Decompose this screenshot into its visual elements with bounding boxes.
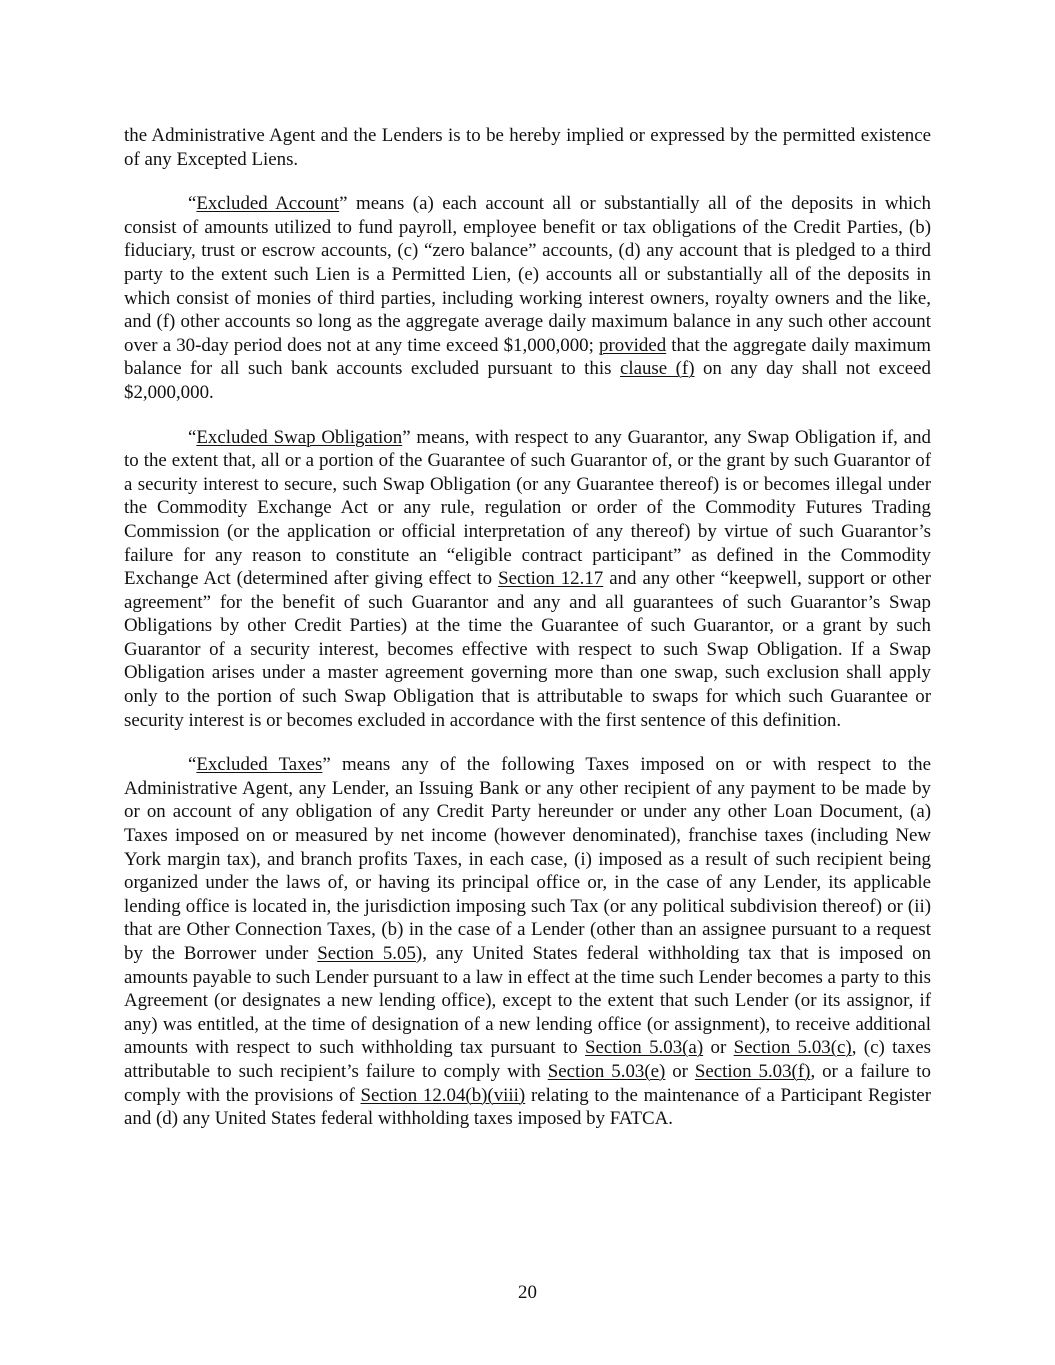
paragraph-text: or (665, 1060, 695, 1082)
paragraph-text: ” means (a) each account all or substantially all of the deposits in which consist of amounts utilized to fund payroll, employee benefit or tax obligations of the Credit Parties, (b) fiduciary, trust or escrow accounts, (c) “zero balance” accounts, (d) any account that is pledged to a third party to the extent such Lien is a Permitted Lien, (e) accounts all or substantially all of the deposits in which consist of monies of third parties, including working interest owners, royalty owners and the like, and (f) other accounts so long as the aggregate average daily maximum balance in any such other account over a 30-day period does not at any time exceed $1,000,000; (124, 193, 931, 356)
document-body (124, 124, 931, 1152)
paragraph (124, 192, 931, 404)
paragraph-text: on any day shall not exceed $2,000,000. (124, 358, 932, 403)
paragraph-text: ” means, with respect to any Guarantor, any Swap Obligation if, and to the extent that, all or a portion of the Guarantee of such Guarantor of, or the grant by such Guarantor of a security interest to secure, such Swap Obligation (or any Guarantee thereof) is or becomes illegal under the Commodity Exchange Act or any rule, regulation or order of the Commodity Futures Trading Commission (or the application or official interpretation of any thereof) by virtue of such Guarantor’s failure for any reason to constitute an “eligible contract participant” as defined in the Commodity Exchange Act (determined after giving effect to (124, 426, 931, 590)
underlined-term: Excluded Account (196, 193, 340, 215)
underlined-term: Section 5.03(c) (733, 1037, 852, 1059)
paragraph-text: “ (188, 193, 197, 215)
underlined-term: Section 12.17 (498, 568, 604, 590)
underlined-term: Excluded Swap Obligation (196, 426, 403, 448)
paragraph-text: “ (188, 426, 197, 448)
paragraph-text: , (c) taxes attributable to such recipient’s failure to comply with (124, 1037, 931, 1082)
underlined-term: Section 5.03(f) (694, 1060, 811, 1082)
page-number: 20 (518, 1282, 537, 1303)
paragraph-text: ” means any of the following Taxes imposed on or with respect to the Administrative Agent, any Lender, an Issuing Bank or any other recipient of any payment to be made by or on account of any obligation of any Credit Party hereunder or under any other Loan Document, (a) Taxes imposed on or measured by net income (however denominated), franchise taxes (including New York margin tax), and branch profits Taxes, in each case, (i) imposed as a result of such recipient being organized under the laws of, or having its principal office or, in the case of any Lender, its applicable lending office is located in, the jurisdiction imposing such Tax (or any political subdivision thereof) or (ii) that are Other Connection Taxes, (b) in the case of a Lender (other than an assignee pursuant to a request by the Borrower under (124, 754, 931, 964)
underlined-term: Section 5.05 (317, 943, 416, 964)
underlined-term: Section 5.03(a) (585, 1037, 704, 1059)
paragraph (124, 426, 931, 733)
paragraph-text: , or a failure to comply with the provisions of (124, 1060, 931, 1106)
underlined-term: provided (599, 334, 667, 356)
paragraph-text: that the aggregate daily maximum balance for all such bank accounts excluded pursuant to this (124, 334, 931, 380)
underlined-term: clause (f) (619, 358, 695, 380)
paragraph-text: relating to the maintenance of a Participant Register and (d) any United States federal withholding taxes imposed by FATCA. (124, 1084, 931, 1130)
paragraph (124, 753, 931, 1131)
paragraph-text: “ (188, 754, 197, 776)
paragraph-text: and any other “keepwell, support or other agreement” for the benefit of such Guarantor and any and all guarantees of such Guarantor’s Swap Obligations by other Credit Parties) at the time the Guarantee of such Guarantor, or a grant by such Guarantor of a security interest, becomes effective with respect to such Swap Obligation. If a Swap Obligation arises under a master agreement governing more than one swap, such exclusion shall apply only to the portion of such Swap Obligation that is attributable to swaps for which such Guarantee or security interest is or becomes excluded in accordance with the first sentence of this definition. (124, 568, 932, 731)
underlined-term: Excluded Taxes (196, 754, 323, 776)
paragraph-text: or (703, 1037, 734, 1059)
underlined-term: Section 12.04(b)(viii) (360, 1084, 526, 1106)
paragraph-text: the Administrative Agent and the Lenders is to be hereby implied or expressed by the permitted existence of any Excepted Liens. (124, 125, 931, 170)
underlined-term: Section 5.03(e) (547, 1060, 666, 1082)
paragraph-text: ), any United States federal withholding tax that is imposed on amounts payable to such Lender pursuant to a law in effect at the time such Lender becomes a party to this Agreement (or designates a new lending office), except to the extent that such Lender (or its assignor, if any) was entitled, at the time of designation of a new lending office (or assignment), to receive additional amounts with respect to such withholding tax pursuant to (124, 943, 931, 1059)
paragraph (124, 124, 931, 171)
